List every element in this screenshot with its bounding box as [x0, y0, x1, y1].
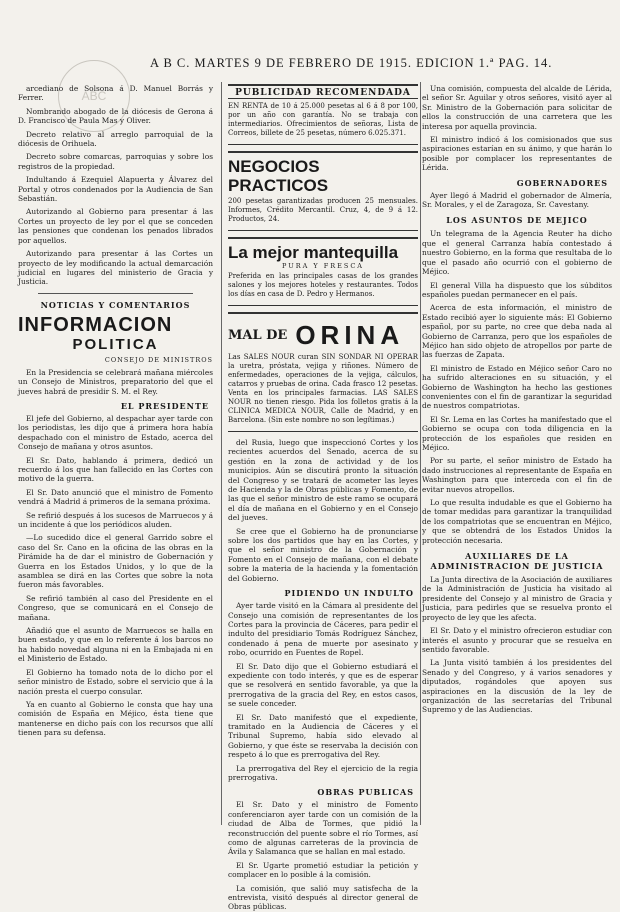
col3-paragraphs-4 [422, 575, 612, 715]
paragraph: Una comisión, compuesta del alcalde de Lérida, el señor Sr. Aguilar y otros señores, visitó ayer al Sr. Ministro de la Gobernación para solicitar de ellos la construcción de una carretera que les interesa por aquella provincia. [422, 84, 612, 131]
ad-mantequilla [228, 237, 418, 306]
paragraph: El Sr. Dato dijo que el Gobierno estudiará el expediente con todo interés, y que es de esperar que se resolverá en sentido favorable, ya que la prerrogativa de la gracia del Rey, en estos casos, se suele conceder. [228, 661, 418, 709]
paragraph: El jefe del Gobierno, al despachar ayer tarde con los periodistas, les dijo que á primera hora había despachado con el ministro de Estado, acerca del Consejo de mañana y otros asuntos. [18, 413, 213, 452]
paragraph: Un telegrama de la Agencia Reuter ha dicho que el general Carranza había contestado á nuestro Gobierno, en la forma que resultaba de lo que el pasado año ocurrió con el gobierno de Méjico. [422, 229, 612, 277]
paragraph: —Lo sucedido dice el general Garrido sobre el caso del Sr. Cano en la oficina de las obras en la Pirámide ha de dar el ministro de Gobernación y Guerra en los Estados Unidos, y lo que de la asamblea se dirá en las Cortes que sobre la nota fueron más favorables. [18, 533, 213, 590]
ad-prefix: MAL DE [228, 328, 288, 343]
paragraph: La Junta directiva de la Asociación de auxiliares de la Administración de Justicia ha visitado al presidente del Consejo y al ministro de Gracia y Justicia, para pedirles que se resuelva pronto el proyecto de ley que les afecta. [422, 575, 612, 622]
ad-publicidad [228, 84, 418, 145]
paragraph: El Gobierno ha tomado nota de lo dicho por el señor ministro de Estado, sobre el servicio que á la nación presta el cuerpo consular. [18, 667, 213, 696]
ad-title-row [228, 320, 418, 351]
section-heading: LOS ASUNTOS DE MEJICO [446, 215, 588, 226]
paragraph: Autorizando para presentar á las Cortes un proyecto de ley modificando la actual demarcación judicial en lugares del ministerio de Gracia y Justicia. [18, 249, 213, 287]
col2-paragraphs-3 [228, 800, 418, 911]
col1-paragraphs-3 [18, 414, 213, 738]
paragraph: Decreto sobre comarcas, parroquias y sobre los registros de la propiedad. [18, 152, 213, 171]
column-rule-1 [221, 82, 222, 825]
paragraph: El Sr. Dato, hablando á primera, dedicó un recuerdo á los que han fallecido en las Cortes con motivo de la guerra. [18, 455, 213, 484]
paragraph: El ministro de Estado en Méjico señor Caro no ha sufrido alteraciones en su situación, y el Gobierno de Washington ha hecho las gestiones convenientes con el fin de garantizar la seguridad de nuestros compatriotas. [422, 363, 612, 411]
paragraph: El Sr. Dato manifestó que el expediente, tramitado en la Audiencia de Cáceres y el Tribunal Supremo, había sido elevado al Gobierno, y que éste se reservaba la decisión con respeto á lo que es prerrogativa del Rey. [228, 712, 418, 760]
paragraph: En la Presidencia se celebrará mañana miércoles un Consejo de Ministros, preparatorio del que el jueves habrá de presidir S. M. el Rey. [18, 367, 213, 396]
section-heading: OBRAS PUBLICAS [317, 787, 414, 798]
paragraph: Lo que resulta indudable es que el Gobierno ha de tomar medidas para garantizar la tranquilidad de los compatriotas que se encuentran en Méjico, y que se obtendrá de los Estados Unidos la protección necesaria. [422, 498, 612, 545]
col3-paragraphs-2 [422, 191, 612, 210]
paragraph: Añadió que el asunto de Marruecos se halla en buen estado, y que en lo referente á los barcos no ha habido novedad alguna ni en la Embajada ni en el Ministerio de Estado. [18, 626, 213, 664]
paragraph: El Sr. Dato anunció que el ministro de Fomento vendrá á Madrid á primeros de la semana próxima. [18, 487, 213, 507]
paragraph: Ayer llegó á Madrid el gobernador de Almería, Sr. Morales, y el de Zaragoza, Sr. Cavestany. [422, 190, 612, 210]
col2-paragraphs-2 [228, 601, 418, 782]
paragraph: Decreto relativo al arreglo parroquial de la diócesis de Orihuela. [18, 129, 213, 149]
paragraph: El general Villa ha dispuesto que los súbditos españoles puedan permanecer en el país. [422, 280, 612, 299]
subheading-consejo: CONSEJO DE MINISTROS [104, 355, 213, 364]
column-rule-2 [420, 82, 421, 825]
ad-title: La mejor mantequilla [228, 243, 399, 262]
ad-title: ORINA [295, 320, 405, 350]
ad-text: Preferida en las principales casas de los grandes salones y los mejores hoteles y restaurantes. Todos los días en casa de D. Pedro y Hermanos. [228, 272, 418, 298]
paragraph: La Junta visitó también á los presidentes del Senado y del Congreso, y á varios senadores y diputados, rogándoles que apoyen sus aspiraciones en la discusión de la ley de organización de las secretarías del Tribunal Supremo y de las Audiencias. [422, 658, 612, 715]
headline-politica: POLITICA [72, 335, 159, 353]
ad-negocios [228, 151, 418, 231]
column-3 [422, 84, 612, 825]
page-header: A B C. MARTES 9 DE FEBRERO DE 1915. EDICION 1.ª PAG. 14. [150, 56, 553, 70]
paragraph: El Sr. Dato y el ministro ofrecieron estudiar con interés el asunto y procurar que se resuelva en sentido favorable. [422, 626, 612, 654]
paragraph: La prerrogativa del Rey el ejercicio de la regia prerrogativa. [228, 763, 418, 782]
paragraph: Ayer tarde visitó en la Cámara al presidente del Consejo una comisión de representantes de los Cortes para la provincia de Cáceres, para pedir el indulto del presidiario Tomás Rodríguez Sánchez, condenado á pena de muerte por asesinato y robo, ocurrido en Fuentes de Ropel. [228, 601, 418, 658]
col1-paragraphs-1 [18, 84, 213, 287]
ad-text: 200 pesetas garantizadas producen 25 mensuales. Informes, Crédito Mercantil. Cruz, 4, de 9 á 12. Productos, 24. [228, 197, 418, 223]
paragraph: Indultando á Ezequiel Alapuerta y Álvarez del Portal y otros condenados por la Audiencia de San Sebastián. [18, 175, 213, 204]
paragraph: El Sr. Ugarte prometió estudiar la petición y complacer en lo posible á la comisión. [228, 860, 418, 880]
section-heading: NOTICIAS Y COMENTARIOS [40, 299, 191, 310]
paragraph: El Sr. Lema en las Cortes ha manifestado que el Gobierno se ocupa con toda diligencia en la protección de los españoles que residen en Méjico. [422, 414, 612, 452]
paragraph: Nombrando abogado de la diócesis de Gerona á D. Francisco de Paula Mas y Oliver. [18, 106, 213, 126]
paragraph: El ministro indicó á los comisionados que sus aspiraciones estarían en su ánimo, y que harán lo posible por complacer los representantes de Lérida. [422, 135, 612, 173]
paragraph: Por su parte, el señor ministro de Estado ha dado instrucciones al representante de España en Washington para que interceda con el fin de evitar nuevos atropellos. [422, 456, 612, 494]
paragraph: Autorizando al Gobierno para presentar á las Cortes un proyecto de ley por el que se conceden las pensiones que condenan los penados librados por aquellos. [18, 207, 213, 245]
section-heading: AUXILIARES DE LA ADMINISTRACION DE JUSTICIA [430, 551, 604, 572]
paragraph: Se refirió también al caso del Presidente en el Congreso, que se comunicará en el Consejo de mañana. [18, 593, 213, 622]
ad-text: Las SALES NOUR curan SIN SONDAR NI OPERAR la uretra, próstata, vejiga y riñones. Número de enfermedades, operaciones de la vejiga, cálculos, catarros y pruebas de orina. Cada frasco 12 pesetas. Venta en los principales farmacias. LAS SALES NOUR no tienen riesgo. Pida los folletos gratis á la CLINICA MEDICA NOUR, Calle de Madrid, y en Barcelona. (Sin este nombre no son legítimas.) [228, 353, 418, 424]
section-heading: GOBERNADORES [516, 177, 608, 188]
column-2 [228, 84, 418, 912]
col1-paragraphs-2 [18, 368, 213, 396]
divider [38, 293, 193, 294]
paragraph: La comisión, que salió muy satisfecha de la entrevista, visitó después al director general de Obras públicas. [228, 883, 418, 912]
col3-paragraphs-1 [422, 84, 612, 173]
ad-subtitle: PURA Y FRESCA [281, 262, 365, 270]
ad-title: NEGOCIOS PRACTICOS [228, 157, 329, 195]
ad-orina [228, 312, 418, 432]
column-1 [18, 84, 213, 825]
section-heading: PIDIENDO UN INDULTO [284, 588, 414, 599]
paragraph: Acerca de esta información, el ministro de Estado recibió ayer lo siguiente más: El Gobierno español, por su parte, no cree que deba nada al Gobierno de Carranza, pero que los españoles de Méjico han sido objeto de atropellos por parte de las fuerzas de Zapata. [422, 303, 612, 360]
paragraph: del Rusia, luego que inspeccionó Cortes y los recientes acuerdos del Senado, acerca de su gestión en la zona de actividad y de los municipios. Aún se discutirá pronto la situación del Congreso y se tratará de acometer las leyes de Hacienda y la de Obras públicas y Fomento, de las que el señor ministro de este ramo se ocupará el día de mañana en el Gobierno y en el Consejo del jueves. [228, 438, 418, 523]
paragraph: El Sr. Dato y el ministro de Fomento conferenciaron ayer tarde con un comisión de la ciudad de Alba de Tormes, que pidió la reconstrucción del puente sobre el río Tormes, así como de algunas carreteras de la provincia de Ávila y Salamanca que se hallan en mal estado. [228, 800, 418, 857]
watermark-text: ABC [81, 89, 107, 103]
col2-paragraphs-1 [228, 438, 418, 583]
ad-title: PUBLICIDAD RECOMENDADA [228, 88, 418, 99]
paragraph: Ya en cuanto al Gobierno le consta que hay una comisión de España en Méjico, ésta tiene que mantenerse en dicho país con los recursos que allí tienen para su defensa. [18, 699, 213, 738]
paragraph: Se cree que el Gobierno ha de pronunciarse sobre los dos partidos que hay en las Cortes, y que el señor ministro de la Gobernación y Fomento en el Consejo de mañana, con el debate sobre la materia de la hacienda y la fomentación del Gobierno. [228, 526, 418, 583]
paragraph: Se refirió después á los sucesos de Marruecos y á un incidente á que los periódicos aluden. [18, 510, 213, 529]
section-heading: EL PRESIDENTE [120, 400, 209, 411]
col3-paragraphs-3 [422, 229, 612, 545]
ad-text: EN RENTA de 10 á 25.000 pesetas al 6 á 8 por 100, por un año con garantía. No se trabaja con intermediarios. Ofrecimientos de señoras, Lista de Correos, billete de 25 pesetas, número 6.025.371. [228, 102, 418, 137]
paragraph: arcediano de Solsona á D. Manuel Borrás y Ferrer. [18, 84, 213, 103]
headline-informacion: INFORMACION [18, 313, 173, 336]
